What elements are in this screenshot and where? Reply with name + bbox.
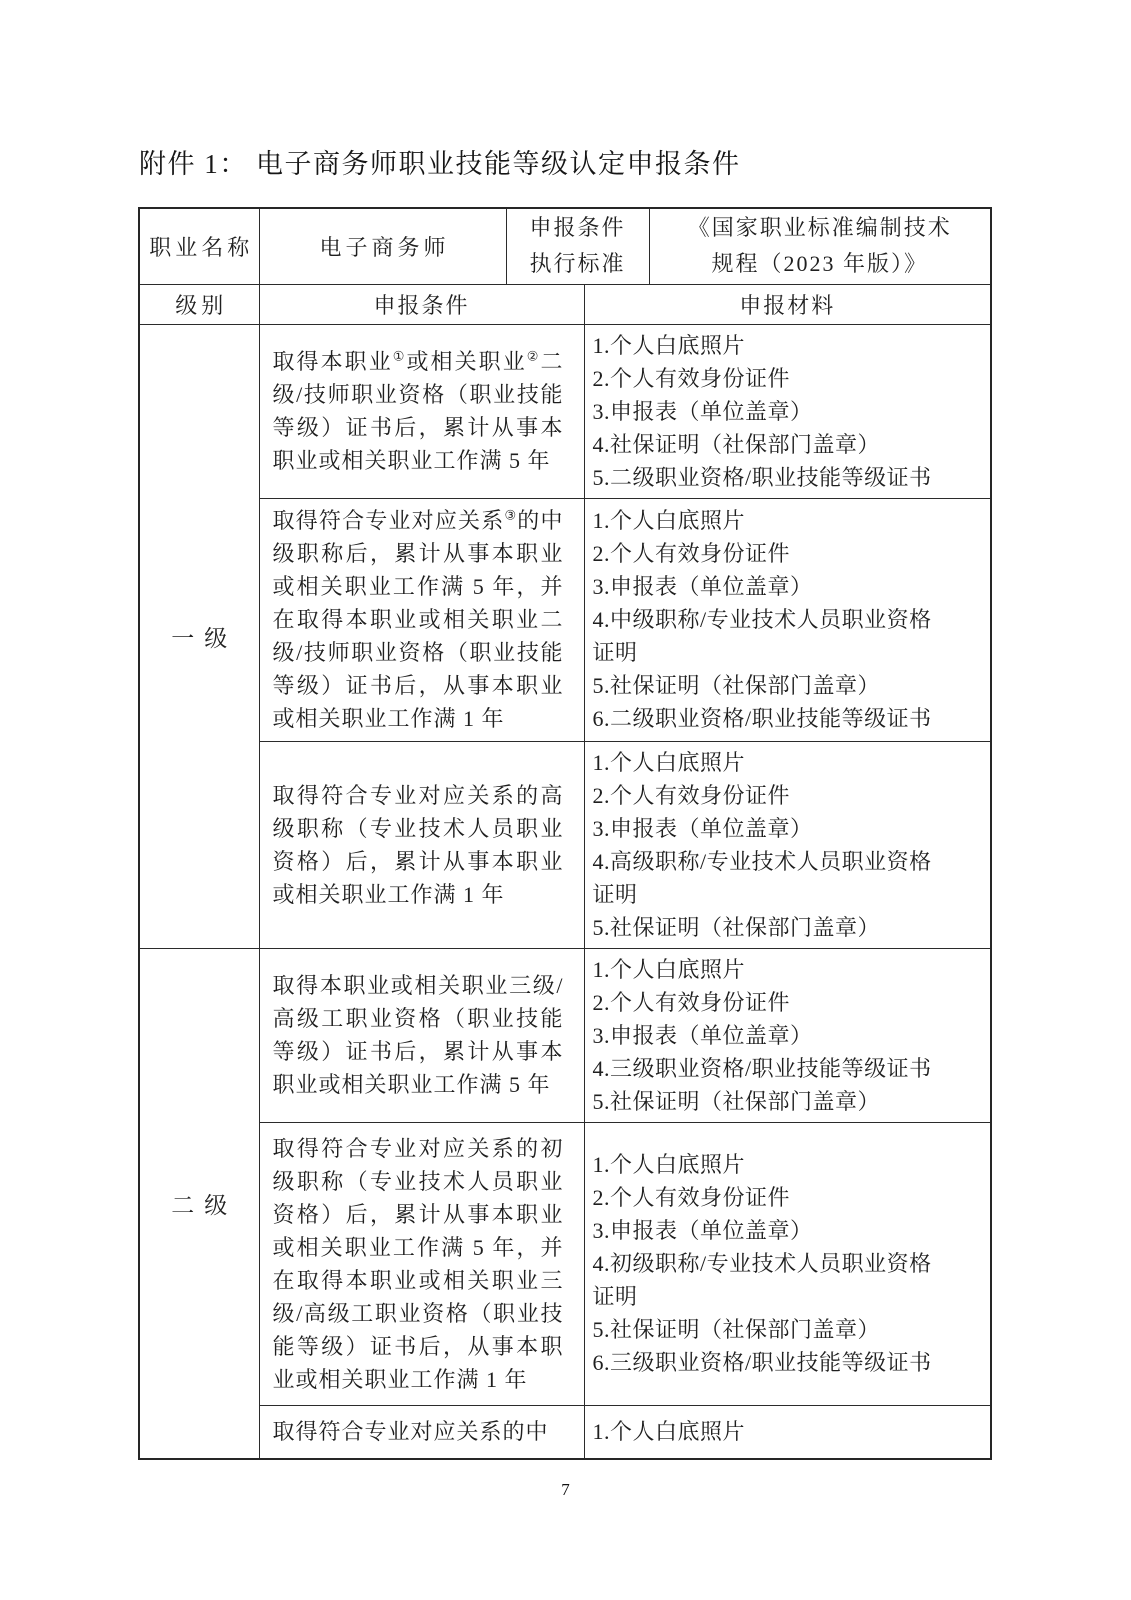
condition-cell	[259, 324, 584, 498]
material-item: 4.高级职称/专业技术人员职业资格证明	[592, 848, 932, 907]
materials-cell	[584, 948, 991, 1122]
material-item: 2.个人有效身份证件	[592, 989, 791, 1015]
material-item: 1.个人白底照片	[592, 1419, 746, 1445]
footnote-ref: ①	[392, 348, 407, 364]
level-cell-yiji: 一级	[139, 324, 259, 948]
material-item: 3.申报表（单位盖章）	[592, 574, 813, 599]
material-item: 4.社保证明（社保部门盖章）	[592, 431, 881, 457]
material-item: 5.社保证明（社保部门盖章）	[592, 1088, 881, 1114]
material-item: 4.初级职称/专业技术人员职业资格证明	[592, 1251, 932, 1309]
table-row	[139, 324, 991, 498]
material-item: 5.二级职业资格/职业技能等级证书	[592, 464, 932, 490]
table-row	[139, 741, 991, 948]
material-item: 2.个人有效身份证件	[592, 365, 791, 391]
header-row-columns	[139, 284, 991, 324]
materials-cell	[584, 498, 991, 741]
page-title: 附件 1： 电子商务师职业技能等级认定申报条件	[139, 149, 741, 179]
standard-value-line: 《国家职业标准编制技术	[687, 215, 952, 241]
column-header-level: 级别	[139, 284, 259, 324]
standard-label-cell	[506, 208, 649, 284]
condition-cell: 取得符合专业对应关系的高级职称（专业技术人员职业资格）后，累计从事本职业或相关职业工作满 1 年	[259, 741, 584, 948]
footnote-ref: ②	[526, 348, 541, 364]
material-item: 3.申报表（单位盖章）	[592, 815, 813, 841]
material-item: 6.二级职业资格/职业技能等级证书	[592, 706, 932, 731]
material-item: 1.个人白底照片	[592, 749, 746, 775]
standard-label-line: 执行标准	[529, 251, 626, 277]
condition-cell: 取得符合专业对应关系的初级职称（专业技术人员职业资格）后，累计从事本职业或相关职业工作满 5 年，并在取得本职业或相关职业三级/高级工职业资格（职业技能等级）证书后，从事本职业或相关职业工作满 1 年	[259, 1122, 584, 1405]
conditions-table	[138, 207, 992, 1460]
condition-text-part: 的中级职称后，累计从事本职业或相关职业工作满 5 年，并在取得本职业或相关职业二级/技师职业资格（职业技能等级）证书后，从事本职业或相关职业工作满 1 年	[272, 508, 564, 731]
materials-cell	[584, 741, 991, 948]
condition-cell: 取得符合专业对应关系的中	[259, 1405, 584, 1459]
condition-cell: 取得本职业或相关职业三级/高级工职业资格（职业技能等级）证书后，累计从事本职业或相关职业工作满 5 年	[259, 948, 584, 1122]
condition-text-part: 取得符合专业对应关系	[272, 508, 505, 533]
standard-label-line: 申报条件	[529, 215, 626, 241]
material-item: 5.社保证明（社保部门盖章）	[592, 914, 881, 940]
material-item: 5.社保证明（社保部门盖章）	[592, 673, 881, 698]
table-row	[139, 1122, 991, 1405]
material-item: 3.申报表（单位盖章）	[592, 398, 813, 424]
condition-cell	[259, 498, 584, 741]
materials-cell	[584, 1405, 991, 1459]
table-row	[139, 498, 991, 741]
material-item: 2.个人有效身份证件	[592, 782, 791, 808]
material-item: 6.三级职业资格/职业技能等级证书	[592, 1350, 932, 1375]
column-header-materials: 申报材料	[584, 284, 991, 324]
condition-text-part: 或相关职业	[406, 349, 527, 374]
occupation-value-cell: 电子商务师	[259, 208, 506, 284]
material-item: 5.社保证明（社保部门盖章）	[592, 1317, 881, 1342]
material-item: 1.个人白底照片	[592, 956, 746, 982]
table-row	[139, 948, 991, 1122]
material-item: 2.个人有效身份证件	[592, 1185, 791, 1210]
page-number: 7	[561, 1480, 570, 1499]
material-item: 1.个人白底照片	[592, 1152, 746, 1177]
material-item: 4.中级职称/专业技术人员职业资格证明	[592, 607, 932, 665]
materials-cell	[584, 1122, 991, 1405]
material-item: 2.个人有效身份证件	[592, 541, 791, 566]
footnote-ref: ③	[504, 507, 518, 523]
material-item: 1.个人白底照片	[592, 508, 746, 533]
materials-cell	[584, 324, 991, 498]
table-row	[139, 1405, 991, 1459]
material-item: 4.三级职业资格/职业技能等级证书	[592, 1055, 932, 1081]
condition-text-part: 二级/技师职业资格（职业技能等级）证书后，累计从事本职业或相关职业工作满 5 年	[272, 349, 564, 473]
condition-text-part: 取得本职业	[272, 349, 393, 374]
material-item: 3.申报表（单位盖章）	[592, 1218, 813, 1243]
material-item: 3.申报表（单位盖章）	[592, 1022, 813, 1048]
standard-value-cell	[649, 208, 991, 284]
occupation-label-cell: 职业名称	[139, 208, 259, 284]
header-row-occupation	[139, 208, 991, 284]
material-item: 1.个人白底照片	[592, 332, 746, 358]
level-cell-erji: 二级	[139, 948, 259, 1459]
standard-value-line: 规程（2023 年版）》	[711, 251, 929, 277]
column-header-conditions: 申报条件	[259, 284, 584, 324]
